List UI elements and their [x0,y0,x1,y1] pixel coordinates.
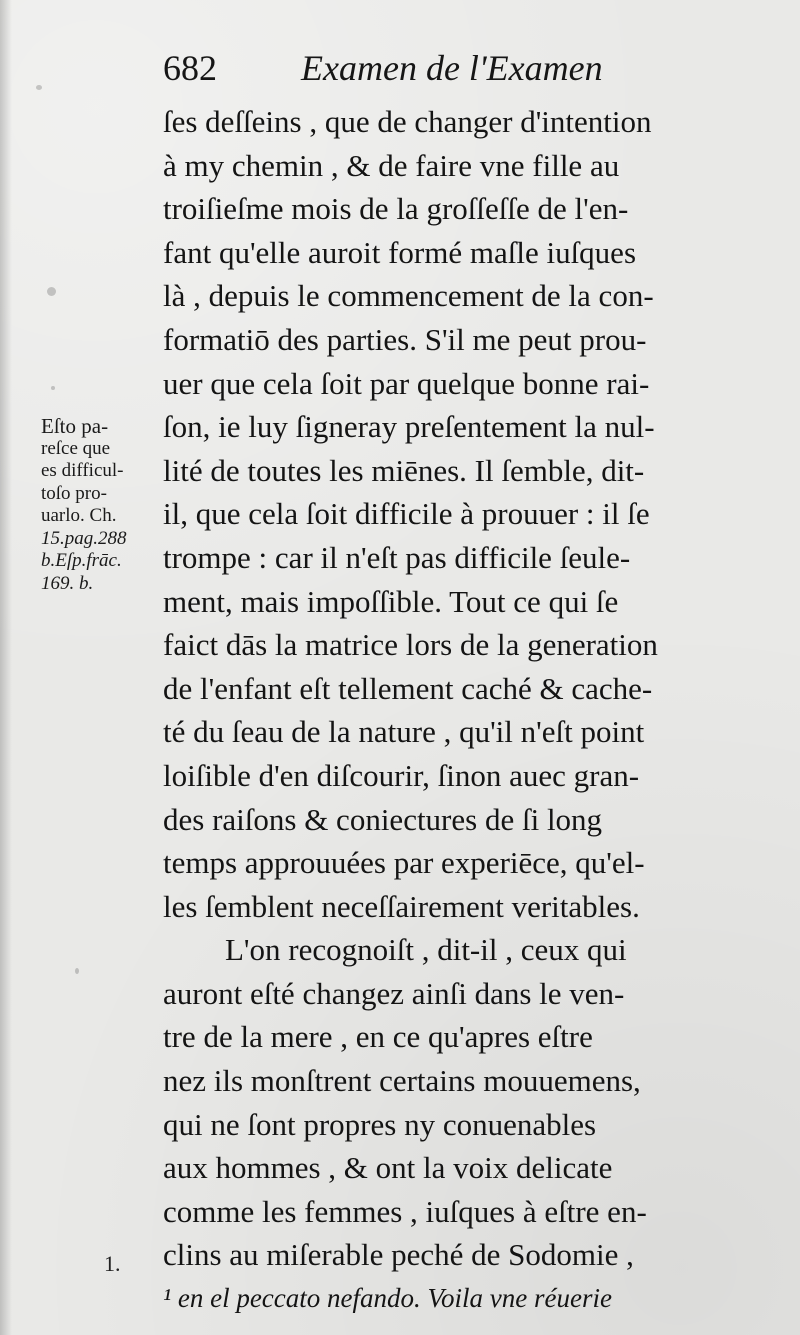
text-line: troiſieſme mois de la groſſeſſe de l'en- [163,191,629,227]
text-line: fant qu'elle auroit formé maſle iuſques [163,234,637,270]
text-line: de l'enfant eſt tellement caché & cache- [163,670,653,706]
text-line: loiſible d'en diſcourir, ſinon auec gran- [163,757,640,793]
margin-note-line: b.Eſp.frāc. [41,550,122,571]
text-line: lité de toutes les miēnes. Il ſemble, dit- [163,452,645,488]
text-line: là , depuis le commencement de la con- [163,278,654,314]
margin-note-line: reſce que [41,437,111,459]
text-line: aux hommes , & ont la voix delicate [163,1150,613,1186]
text-line: ſon, ie luy ſigneray preſentement la nul- [163,409,655,445]
text-line: ſes deſſeins , que de changer d'intention [163,104,652,139]
text-line: à my chemin , & de faire vne fille au [163,147,620,183]
footnote-marker: 1. [104,1251,121,1276]
margin-note-line: 169. b. [41,572,94,594]
text-line-footnote: ¹ en el peccato nefando. Voila vne réuerie [163,1283,612,1314]
text-line: ment, mais impoſſible. Tout ce qui ſe [163,583,619,619]
margin-note-line: es difficul- [41,460,124,481]
text-line: uer que cela ſoit par quelque bonne rai- [163,365,650,401]
page-number: 682 [163,48,217,88]
text-line: clins au miſerable peché de Sodomie , [163,1237,634,1273]
text-line: formatiō des parties. S'il me peut prou- [163,321,647,357]
text-line: tre de la mere , en ce qu'apres eſtre [163,1019,593,1055]
text-line: nez ils monſtrent certains mouuemens, [163,1063,641,1099]
margin-note-line: Eſto pa- [41,414,109,438]
paper-speck [47,287,56,296]
text-line: auront eſté changez ainſi dans le ven- [163,975,625,1011]
margin-note [41,415,161,595]
text-line: trompe : car il n'eſt pas difficile ſeule- [163,539,631,575]
paper-speck [75,968,79,974]
text-line: les ſemblent neceſſairement veritables. [163,888,640,924]
margin-note-line: 15.pag.288 [41,527,127,549]
margin-note-line: toſo pro- [41,482,107,504]
paper-speck [36,85,42,90]
text-line: té du ſeau de la nature , qu'il n'eſt point [163,714,645,750]
text-line: comme les femmes , iuſques à eſtre en- [163,1193,647,1229]
text-line: des raiſons & coniectures de ſi long [163,801,603,837]
text-line: temps approuuées par experiēce, qu'el- [163,845,645,881]
text-line-paragraph-start: L'on recognoiſt , dit-il , ceux qui [225,932,627,968]
margin-note-line: uarlo. Ch. [41,505,117,526]
paper-speck [51,386,55,390]
text-line: faict dās la matrice lors de la generation [163,627,658,663]
running-title: Examen de l'Examen [301,48,603,88]
page-edge-shadow [0,0,12,1335]
text-line: qui ne ſont propres ny conuenables [163,1106,597,1142]
body-text [163,100,763,1321]
text-line: il, que cela ſoit difficile à prouuer : il ſe [163,496,650,532]
page-header [163,40,723,100]
